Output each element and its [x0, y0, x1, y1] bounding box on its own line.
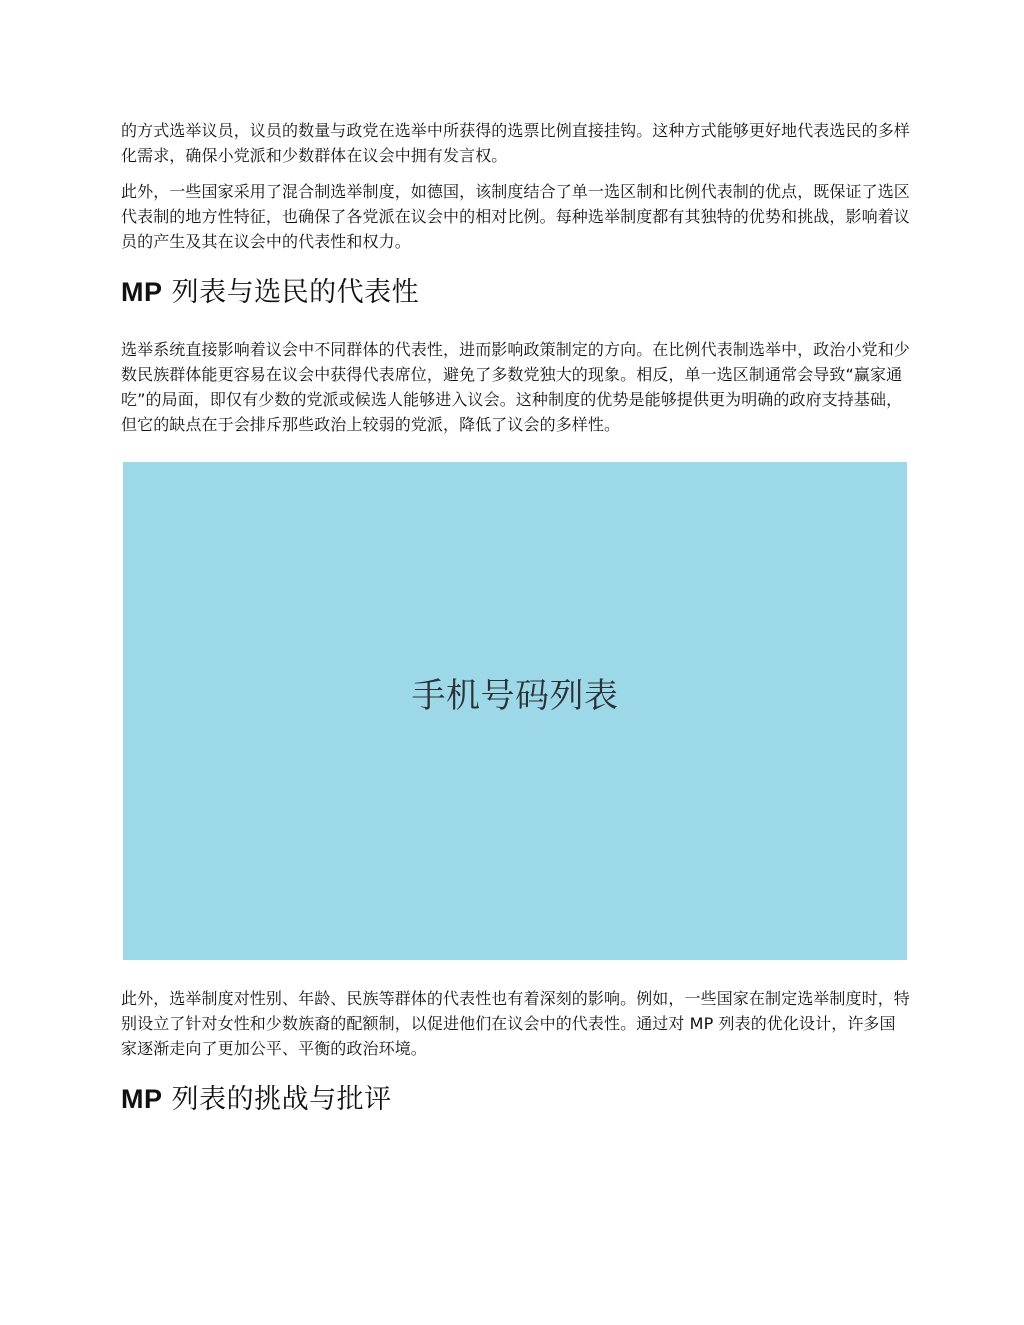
figure-image	[123, 462, 907, 960]
paragraph-representation: 选举系统直接影响着议会中不同群体的代表性，进而影响政策制定的方向。在比例代表制选举中，政治小党和少数民族群体能更容易在议会中获得代表席位，避免了多数党独大的现象。相反，单一选区制通常会导致“赢家通吃”的局面，即仅有少数的党派或候选人能够进入议会。这种制度的优势是能够提供更为明确的政府支持基础，但它的缺点在于会排斥那些政治上较弱的党派，降低了议会的多样性。	[121, 340, 910, 434]
figure-caption: 手机号码列表	[411, 676, 619, 716]
paragraph-mixed-system: 此外，一些国家采用了混合制选举制度，如德国，该制度结合了单一选区制和比例代表制的优点，既保证了选区代表制的地方性特征，也确保了各党派在议会中的相对比例。每种选举制度都有其独特的优势和挑战，影响着议员的产生及其在议会中的代表性和权力。	[121, 182, 910, 251]
paragraph-electoral-proportional: 的方式选举议员，议员的数量与政党在选举中所获得的选票比例直接挂钩。这种方式能够更好地代表选民的多样化需求，确保小党派和少数群体在议会中拥有发言权。	[121, 121, 910, 165]
section-heading-representation	[121, 274, 911, 311]
document-page	[121, 118, 911, 1144]
section-heading-challenges	[121, 1081, 911, 1118]
heading-mp-label: MP	[121, 1084, 163, 1114]
heading-text: 列表与选民的代表性	[162, 277, 420, 308]
heading-mp-label: MP	[121, 277, 163, 307]
heading-text: 列表的挑战与批评	[162, 1084, 392, 1115]
paragraph-demographics: 此外，选举制度对性别、年龄、民族等群体的代表性也有着深刻的影响。例如，一些国家在制定选举制度时，特别设立了针对女性和少数族裔的配额制，以促进他们在议会中的代表性。通过对 MP 列表的优化设计，许多国家逐渐走向了更加公平、平衡的政治环境。	[121, 989, 910, 1058]
